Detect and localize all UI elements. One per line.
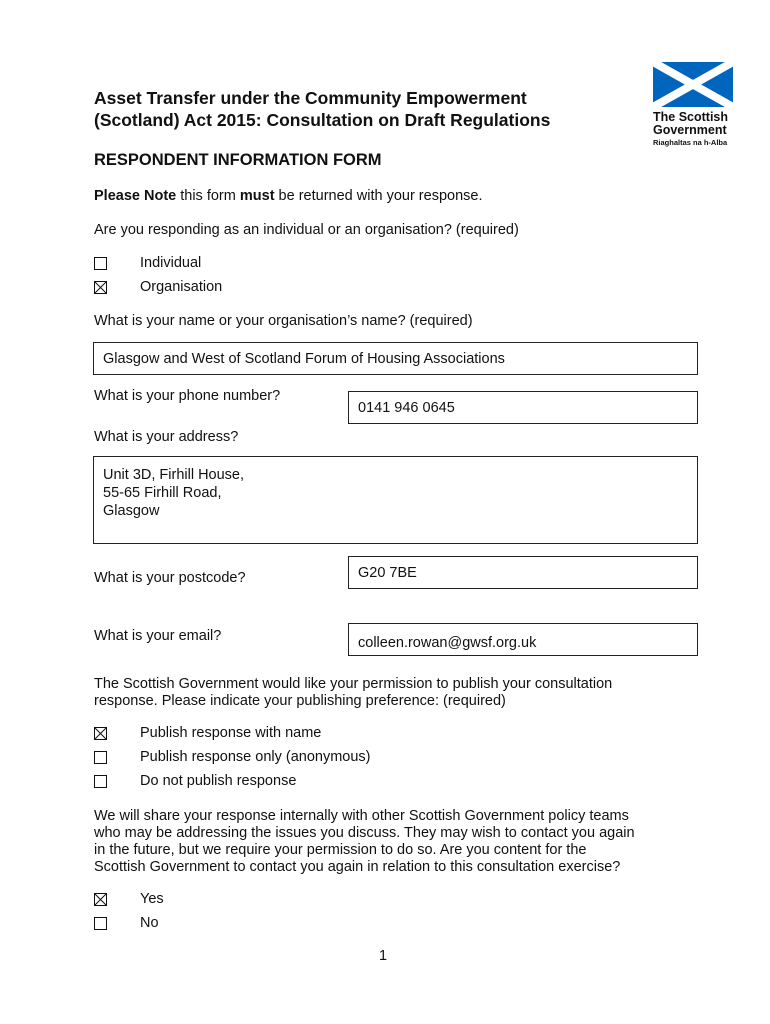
phone-question: What is your phone number? bbox=[94, 388, 281, 404]
page-number: 1 bbox=[379, 948, 388, 964]
do-not-publish-label: Do not publish response bbox=[140, 773, 297, 789]
logo-text bbox=[653, 111, 737, 137]
logo-line-2: Government bbox=[653, 123, 727, 137]
postcode-field-value: G20 7BE bbox=[358, 565, 417, 581]
please-note-text-2: be returned with your response. bbox=[274, 188, 483, 204]
checkbox-x-mark-icon bbox=[95, 728, 106, 739]
please-note bbox=[94, 188, 482, 205]
publish-question bbox=[94, 676, 612, 710]
phone-field[interactable] bbox=[348, 391, 698, 424]
email-field[interactable] bbox=[348, 623, 698, 656]
address-question: What is your address? bbox=[94, 429, 239, 445]
publish-question-line-1: The Scottish Government would like your permission to publish your consultation bbox=[94, 676, 613, 692]
checkbox-x-mark-icon bbox=[95, 282, 106, 293]
please-note-text-1: this form bbox=[176, 188, 240, 204]
phone-field-value: 0141 946 0645 bbox=[358, 400, 455, 416]
contact-question-line-3: in the future, but we require your permission to do so. Are you content for the bbox=[94, 842, 587, 858]
please-note-must: must bbox=[239, 188, 275, 204]
publish-anonymous-checkbox[interactable] bbox=[94, 751, 107, 764]
contact-question-line-2: who may be addressing the issues you discuss. They may wish to contact you again bbox=[94, 825, 635, 841]
contact-question bbox=[94, 808, 635, 876]
please-note-label: Please Note bbox=[94, 188, 177, 204]
contact-question-line-1: We will share your response internally with other Scottish Government policy teams bbox=[94, 808, 629, 824]
contact-yes-checkbox[interactable] bbox=[94, 893, 107, 906]
logo-gaelic-line: Riaghaltas na h-Alba bbox=[653, 138, 728, 147]
name-field[interactable] bbox=[93, 342, 698, 375]
address-line-3: Glasgow bbox=[103, 503, 160, 519]
do-not-publish-checkbox[interactable] bbox=[94, 775, 107, 788]
publish-anonymous-label: Publish response only (anonymous) bbox=[140, 749, 371, 765]
organisation-checkbox[interactable] bbox=[94, 281, 107, 294]
checkbox-x-mark-icon bbox=[95, 894, 106, 905]
address-field[interactable] bbox=[93, 456, 698, 544]
publish-with-name-label: Publish response with name bbox=[140, 725, 322, 741]
form-title: RESPONDENT INFORMATION FORM bbox=[94, 151, 382, 169]
publish-with-name-checkbox[interactable] bbox=[94, 727, 107, 740]
title-line-2: (Scotland) Act 2015: Consultation on Draft Regulations bbox=[94, 110, 551, 130]
contact-yes-label: Yes bbox=[140, 891, 164, 907]
email-field-value: colleen.rowan@gwsf.org.uk bbox=[358, 635, 537, 651]
contact-no-label: No bbox=[140, 915, 159, 931]
address-line-2: 55-65 Firhill Road, bbox=[103, 485, 222, 501]
postcode-question: What is your postcode? bbox=[94, 570, 246, 586]
postcode-field[interactable] bbox=[348, 556, 698, 589]
individual-label: Individual bbox=[140, 255, 202, 271]
individual-checkbox[interactable] bbox=[94, 257, 107, 270]
name-question: What is your name or your organisation’s name? (required) bbox=[94, 313, 473, 329]
name-field-value: Glasgow and West of Scotland Forum of Housing Associations bbox=[103, 351, 505, 367]
contact-question-line-4: Scottish Government to contact you again in relation to this consultation exercise? bbox=[94, 859, 621, 875]
organisation-label: Organisation bbox=[140, 279, 223, 295]
scottish-government-logo bbox=[653, 62, 737, 147]
saltire-flag-icon bbox=[653, 62, 733, 107]
email-question: What is your email? bbox=[94, 628, 222, 644]
logo-line-1: The Scottish bbox=[653, 110, 729, 124]
contact-no-checkbox[interactable] bbox=[94, 917, 107, 930]
document-title bbox=[94, 87, 614, 131]
respondent-type-question: Are you responding as an individual or an organisation? (required) bbox=[94, 222, 519, 238]
publish-question-line-2: response. Please indicate your publishing preference: (required) bbox=[94, 693, 506, 709]
address-line-1: Unit 3D, Firhill House, bbox=[103, 467, 245, 483]
title-line-1: Asset Transfer under the Community Empowerment bbox=[94, 88, 527, 108]
